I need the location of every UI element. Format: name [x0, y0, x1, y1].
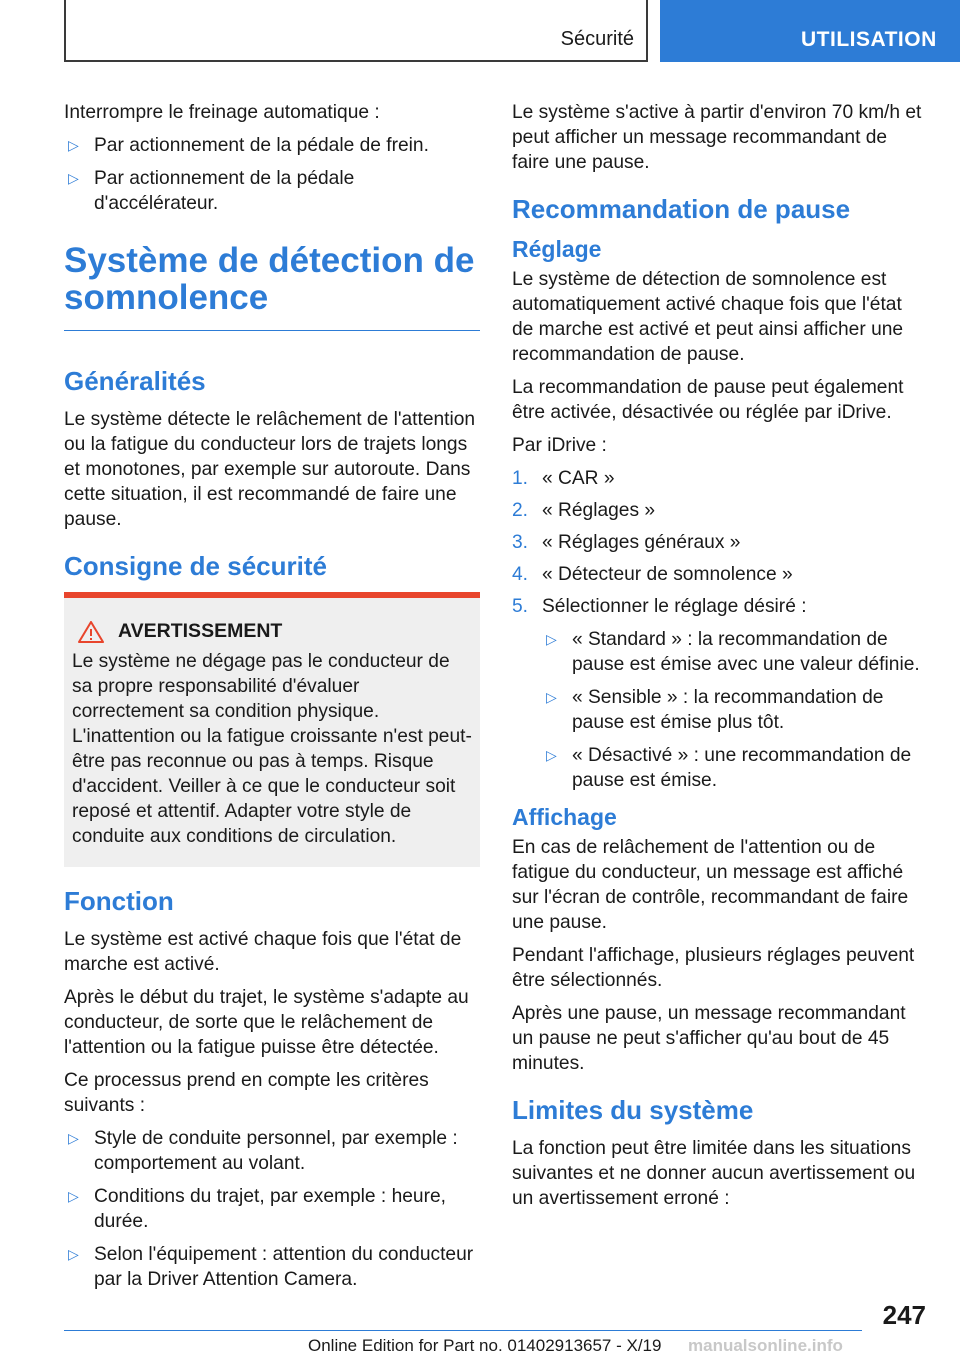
affichage-heading: Affichage — [512, 804, 617, 830]
footer-divider — [64, 1330, 862, 1331]
page-number: 247 — [882, 1300, 926, 1330]
reglage-text-3: Par iDrive : — [512, 435, 607, 456]
right-intro-text: Le système s'active à partir d'environ 70 km/h et peut afficher un message recommandant de faire une pause. — [512, 102, 922, 173]
header-chapter-tab — [660, 0, 960, 62]
triangle-bullet-icon: ▷ — [546, 631, 557, 647]
header-section-tab — [64, 0, 648, 62]
step-item: 1. « CAR » — [512, 468, 615, 489]
right-column — [512, 100, 926, 1219]
list-item: ▷ Conditions du trajet, par exemple : heure, durée. — [68, 1186, 446, 1232]
idrive-steps-list — [512, 466, 926, 793]
list-item: ▷ Par actionnement de la pédale de frein. — [68, 135, 429, 156]
affichage-text-2: Pendant l'affichage, plusieurs réglages peuvent être sélectionnés. — [512, 945, 915, 991]
step-item: 3. « Réglages généraux » — [512, 532, 741, 553]
header-chapter-label: UTILISATION — [801, 28, 937, 51]
fonction-text-3: Ce processus prend en compte les critères suivants : — [64, 1070, 429, 1116]
generalites-text: Le système détecte le relâchement de l'attention ou la fatigue du conducteur lors de trajets longs et monotones, par exemple sur autoroute. Dans cette situation, il est recommandé de faire une pause. — [64, 409, 476, 530]
triangle-bullet-icon: ▷ — [68, 170, 79, 186]
warning-box — [64, 592, 480, 867]
intro-text: Interrompre le freinage automatique : — [64, 102, 380, 123]
fonction-heading: Fonction — [64, 886, 174, 916]
warning-text: Le système ne dégage pas le conducteur de sa propre responsabilité d'évaluer correctement sa condition physique. L'inattention ou la fatigue croissante n'est peut-être pas reconnue ou pas à temps. Risque d'accident. Veiller à ce que le conducteur soit reposé et attentif. Adapter votre style de conduite aux conditions de circulation. — [72, 651, 472, 847]
triangle-bullet-icon: ▷ — [68, 137, 79, 153]
limites-heading: Limites du système — [512, 1095, 754, 1125]
left-column — [64, 100, 480, 1300]
list-item: ▷ « Sensible » : la recommandation de pause est émise plus tôt. — [546, 687, 884, 733]
list-item: ▷ « Standard » : la recommandation de pause est émise avec une valeur définie. — [546, 629, 920, 675]
intro-bullet-list — [64, 133, 480, 216]
generalites-heading: Généralités — [64, 366, 206, 396]
footer-edition: Online Edition for Part no. 01402913657 - X/19 — [308, 1336, 662, 1355]
step-item: 5. Sélectionner le réglage désiré : ▷ « Standard » : la recommandation de pause est émise avec une valeur définie. ▷ « Sensible » : la recommandation de pause est émise plus tôt. ▷ « Désactivé » : une recommandation de pause est émise. — [512, 594, 926, 793]
limites-text-1: La fonction peut être limitée dans les situations suivantes et ne donner aucun avertissement ou un avertissement erroné : — [512, 1138, 916, 1209]
affichage-text-1: En cas de relâchement de l'attention ou de fatigue du conducteur, un message est affiché sur l'écran de contrôle, recommandant de faire une pause. — [512, 837, 909, 933]
recommandation-heading: Recommandation de pause — [512, 194, 851, 224]
fonction-bullet-list — [64, 1126, 480, 1292]
triangle-bullet-icon: ▷ — [68, 1188, 79, 1204]
list-item: ▷ Par actionnement de la pédale d'accélérateur. — [68, 168, 355, 214]
warning-title: AVERTISSEMENT — [72, 620, 474, 643]
watermark: manualsonline.info — [688, 1336, 843, 1355]
reglage-text-2: La recommandation de pause peut également être activée, désactivée ou réglée par iDrive. — [512, 377, 904, 423]
triangle-bullet-icon: ▷ — [546, 689, 557, 705]
consigne-heading: Consigne de sécurité — [64, 551, 327, 581]
triangle-bullet-icon: ▷ — [68, 1130, 79, 1146]
triangle-bullet-icon: ▷ — [68, 1246, 79, 1262]
affichage-text-3: Après une pause, un message recommandant un pause ne peut s'afficher qu'au bout de 45 minutes. — [512, 1003, 906, 1074]
step-item: 2. « Réglages » — [512, 500, 656, 521]
list-item: ▷ « Désactivé » : une recommandation de pause est émise. — [546, 745, 912, 791]
step5-options-list — [542, 627, 926, 793]
fonction-text-2: Après le début du trajet, le système s'adapte au conducteur, de sorte que le relâchement de l'attention ou la fatigue puisse être détectée. — [64, 987, 469, 1058]
reglage-heading: Réglage — [512, 236, 602, 262]
step-item: 4. « Détecteur de somnolence » — [512, 564, 793, 585]
triangle-bullet-icon: ▷ — [546, 747, 557, 763]
reglage-text-1: Le système de détection de somnolence est automatiquement activé chaque fois que l'état de marche est activé et peut ainsi afficher une recommandation de pause. — [512, 269, 904, 365]
header-section-label: Sécurité — [560, 28, 634, 50]
chapter-title: Système de détection de somnolence — [64, 242, 480, 331]
warning-triangle-icon — [78, 621, 104, 643]
fonction-text-1: Le système est activé chaque fois que l'état de marche est activé. — [64, 929, 462, 975]
list-item: ▷ Selon l'équipement : attention du conducteur par la Driver Attention Camera. — [68, 1244, 474, 1290]
list-item: ▷ Style de conduite personnel, par exemple : comportement au volant. — [68, 1128, 458, 1174]
